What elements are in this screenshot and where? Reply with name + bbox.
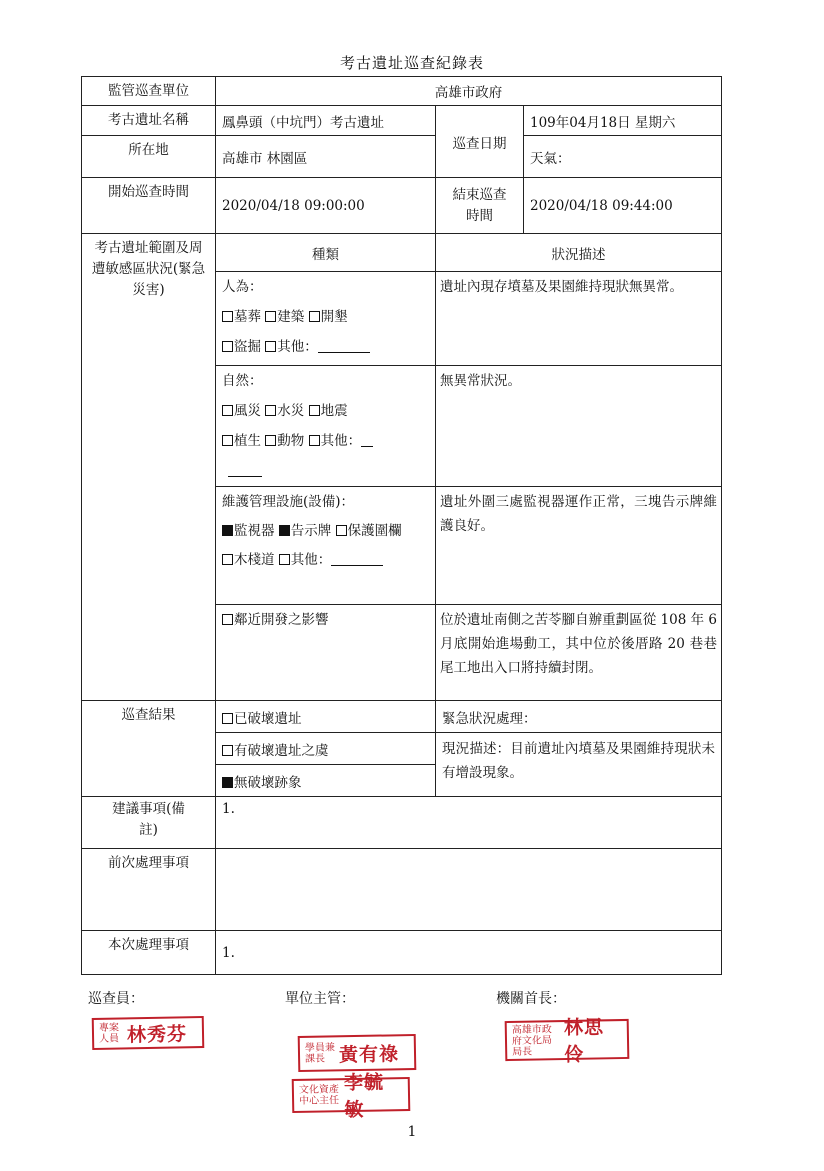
inspection-form-table: [81, 76, 722, 975]
opt-camera: 監視器: [234, 523, 275, 539]
stamp-title: 學員兼課長: [304, 1042, 336, 1065]
stamp-center-director: [292, 1071, 411, 1122]
head-label: 機關首長：: [496, 991, 566, 1007]
opt-animals: 動物: [277, 433, 305, 449]
suggest-value: 1.: [216, 797, 722, 849]
stamp-title: 專案人員: [98, 1022, 120, 1045]
inspector-label: 巡查員：: [88, 991, 144, 1007]
checkbox-flood[interactable]: [265, 405, 276, 416]
start-time-label: 開始巡查時間: [82, 178, 216, 234]
current-handling-label: 本次處理事項: [82, 931, 216, 975]
checkbox-quake[interactable]: [309, 405, 320, 416]
opt-flood: 水災: [277, 403, 305, 419]
opt-human-other: 其他：: [277, 339, 318, 355]
blank-line: [318, 338, 370, 353]
end-time-value: 2020/04/18 09:44:00: [524, 178, 722, 234]
weather-field: 天氣：: [524, 136, 722, 178]
nearby-cell: [216, 605, 436, 701]
opt-boardwalk: 木棧道: [234, 552, 275, 568]
nearby-label: 鄰近開發之影響: [234, 612, 329, 628]
checkbox-none[interactable]: [222, 777, 233, 788]
page-number: 1: [407, 1124, 417, 1140]
result-option-none: [216, 765, 436, 797]
suggest-label: 建議事項(備註): [82, 797, 216, 849]
checkbox-camera[interactable]: [222, 525, 233, 536]
end-time-label: 結束巡查時間: [436, 178, 524, 234]
stamp-title: 高雄市政府文化局局長: [511, 1023, 553, 1058]
nearby-description: 位於遺址南側之苦苓腳自辦重劃區從 108 年 6 月底開始進場動工，其中位於後厝路 20 巷巷尾工地出入口將持續封閉。: [436, 605, 722, 701]
site-name-value: 鳳鼻頭（中坑門）考古遺址: [216, 106, 436, 136]
natural-label: 自然：: [222, 373, 263, 389]
result-option-risk: [216, 733, 436, 765]
result-option-label: 有破壞遺址之虞: [234, 742, 329, 759]
stamp-name: 林秀芬: [126, 1022, 188, 1046]
site-name-label: 考古遺址名稱: [82, 106, 216, 136]
opt-clearing: 開墾: [320, 309, 348, 325]
location-label: 所在地: [82, 136, 216, 178]
previous-value: [216, 849, 722, 931]
blank-line: [228, 462, 262, 477]
stamp-title: 文化資產中心主任: [298, 1084, 340, 1107]
facility-label: 維護管理設施(設備)：: [222, 494, 355, 510]
checkbox-nearby[interactable]: [222, 614, 233, 625]
facility-cell: [216, 487, 436, 605]
human-description: 遺址內現存墳墓及果園維持現狀無異常。: [436, 272, 722, 366]
status-header: 狀況描述: [436, 234, 722, 272]
opt-quake: 地震: [320, 403, 348, 419]
opt-looting: 盜掘: [234, 339, 261, 355]
checkbox-building[interactable]: [265, 311, 276, 322]
checkbox-boardwalk[interactable]: [222, 554, 233, 565]
checkbox-animals[interactable]: [265, 435, 276, 446]
human-cell: [216, 272, 436, 366]
previous-label: 前次處理事項: [82, 849, 216, 931]
opt-natural-other: 其他：: [320, 433, 362, 449]
stamp-name: 林思伶: [563, 1016, 605, 1067]
opt-plants: 植生: [234, 433, 261, 449]
opt-burial: 墓葬: [234, 309, 261, 325]
facility-description: 遺址外圍三處監視器運作正常，三塊告示牌維護良好。: [436, 487, 722, 605]
checkbox-sign[interactable]: [279, 525, 290, 536]
result-option-destroyed: [216, 701, 436, 733]
unit-label: 監管巡查單位: [82, 77, 216, 106]
checkbox-fence[interactable]: [336, 525, 347, 536]
opt-sign: 告示牌: [290, 523, 332, 539]
current-handling-value: 1.: [216, 931, 722, 975]
supervisor-label: 單位主管：: [285, 991, 355, 1007]
checkbox-wind[interactable]: [222, 405, 233, 416]
date-label: 巡查日期: [436, 106, 524, 178]
unit-value: 高雄市政府: [216, 77, 722, 106]
blank-line: [331, 551, 383, 566]
stamp-inspector: [92, 1016, 205, 1050]
opt-wind: 風災: [234, 403, 261, 419]
opt-fence: 保護圍欄: [347, 523, 402, 539]
scope-label: 考古遺址範圍及周遭敏感區狀況(緊急災害): [82, 234, 216, 701]
natural-cell: [216, 366, 436, 487]
location-value: 高雄市 林園區: [216, 136, 436, 178]
checkbox-plants[interactable]: [222, 435, 233, 446]
start-time-value: 2020/04/18 09:00:00: [216, 178, 436, 234]
checkbox-burial[interactable]: [222, 311, 233, 322]
human-label: 人為：: [222, 279, 263, 295]
stamp-agency-head: [505, 1016, 630, 1067]
date-value: 109年04月18日 星期六: [524, 106, 722, 136]
stamp-name: 李毓敏: [343, 1071, 385, 1122]
checkbox-risk[interactable]: [222, 745, 233, 756]
checkbox-destroyed[interactable]: [222, 713, 233, 724]
opt-building: 建築: [277, 309, 305, 325]
natural-description: 無異常狀況。: [436, 366, 722, 487]
emergency-label: 緊急狀況處理：: [436, 701, 722, 733]
checkbox-natural-other[interactable]: [309, 435, 320, 446]
checkbox-facility-other[interactable]: [279, 554, 290, 565]
blank-line: [361, 432, 373, 447]
result-option-label: 已破壞遺址: [234, 710, 302, 727]
result-option-label: 無破壞跡象: [234, 774, 302, 791]
stamp-name: 黃有祿: [338, 1042, 400, 1066]
checkbox-looting[interactable]: [222, 341, 233, 352]
result-label: 巡查結果: [82, 701, 216, 797]
opt-facility-other: 其他：: [290, 552, 332, 568]
form-title: 考古遺址巡查紀錄表: [339, 54, 484, 72]
current-description: 現況描述：目前遺址內墳墓及果園維持現狀未有增設現象。: [436, 733, 722, 797]
checkbox-human-other[interactable]: [265, 341, 276, 352]
checkbox-clearing[interactable]: [309, 311, 320, 322]
type-header: 種類: [216, 234, 436, 272]
